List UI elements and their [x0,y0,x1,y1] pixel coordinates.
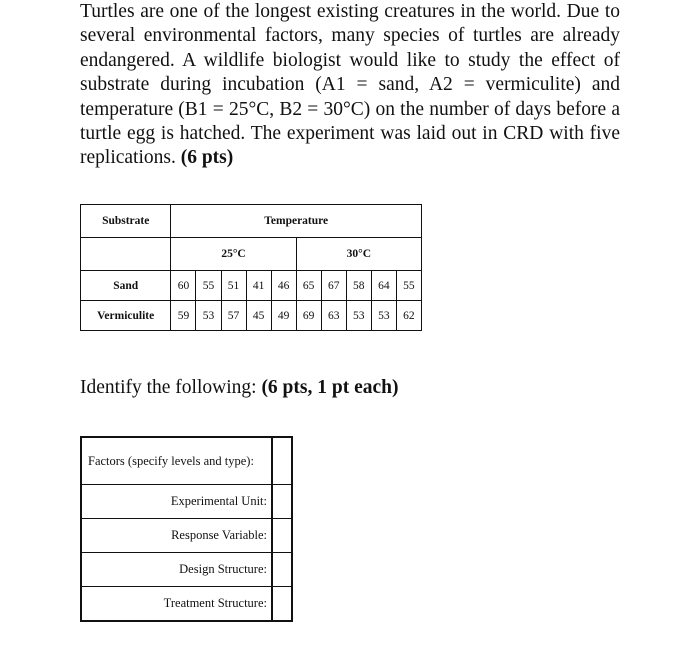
vermiculite-value: 59 [171,301,196,331]
vermiculite-value: 62 [396,301,421,331]
sand-value: 65 [296,271,321,301]
temp-level-30: 30°C [296,238,421,271]
identify-points: (6 pts, 1 pt each) [261,377,399,398]
sand-value: 55 [396,271,421,301]
vermiculite-value: 69 [296,301,321,331]
sand-value: 58 [346,271,371,301]
vermiculite-value: 57 [221,301,246,331]
answer-cell-response-variable[interactable] [272,519,292,553]
empty-cell [81,238,171,271]
sand-value: 60 [171,271,196,301]
row-label-vermiculite: Vermiculite [81,301,171,331]
sand-value: 51 [221,271,246,301]
identify-text: Identify the following: [80,377,257,398]
problem-paragraph [80,0,620,171]
sand-value: 41 [246,271,271,301]
identify-heading [80,376,398,400]
answer-label-response-variable: Response Variable: [81,519,272,553]
answer-cell-design-structure[interactable] [272,553,292,587]
header-substrate: Substrate [81,205,171,238]
answer-cell-treatment-structure[interactable] [272,587,292,622]
sand-value: 64 [371,271,396,301]
data-table [80,204,422,331]
vermiculite-value: 45 [246,301,271,331]
answer-label-design-structure: Design Structure: [81,553,272,587]
sand-value: 55 [196,271,221,301]
answer-table [80,436,293,622]
problem-points: (6 pts) [180,147,234,169]
sand-value: 67 [321,271,346,301]
sand-value: 46 [271,271,296,301]
problem-text: Turtles are one of the longest existing creatures in the world. Due to several environmental factors, many species of turtles are already endangered. A wildlife biologist would like to study the effect of substrate during incubation (A1 = sand, A2 = vermiculite) and temperature (B1 = 25°C, B2 = 30°C) on the number of days before a turtle egg is hatched. The experiment was laid out in CRD with five replications. [80,1,620,169]
temp-level-25: 25°C [171,238,296,271]
answer-label-experimental-unit: Experimental Unit: [81,485,272,519]
row-label-sand: Sand [81,271,171,301]
answer-label-factors: Factors (specify levels and type): [81,437,272,485]
vermiculite-value: 63 [321,301,346,331]
answer-cell-experimental-unit[interactable] [272,485,292,519]
vermiculite-value: 53 [346,301,371,331]
answer-cell-factors[interactable] [272,437,292,485]
vermiculite-value: 49 [271,301,296,331]
answer-label-treatment-structure: Treatment Structure: [81,587,272,622]
header-temperature: Temperature [171,205,422,238]
vermiculite-value: 53 [371,301,396,331]
vermiculite-value: 53 [196,301,221,331]
